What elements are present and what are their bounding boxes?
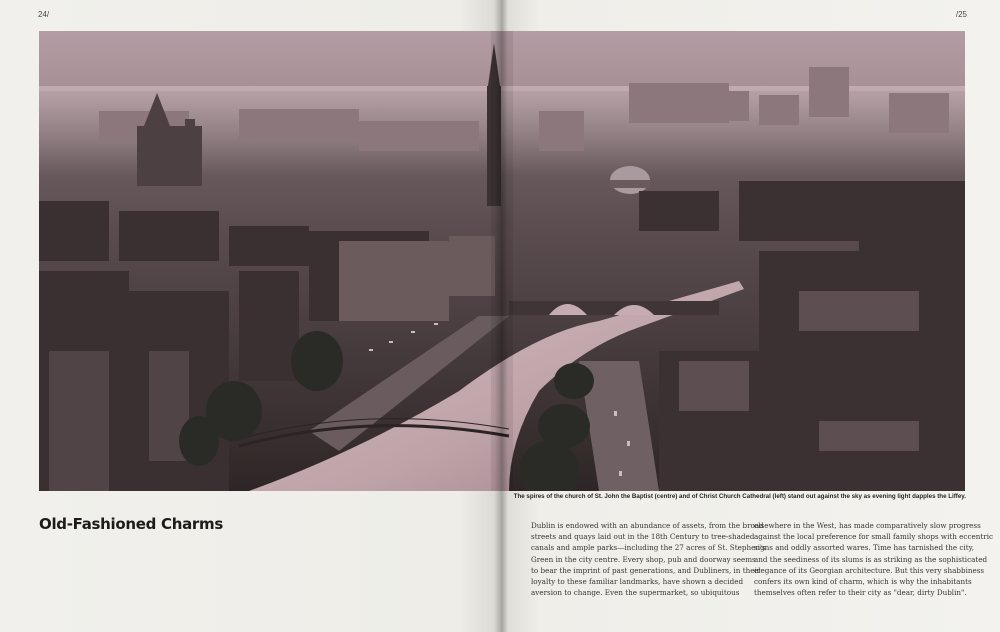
body-line: loyalty to these familiar landmarks, have shown a decided xyxy=(531,577,744,587)
body-line: streets and quays laid out in the 18th Century to tree-shaded xyxy=(531,532,755,542)
stone-bridge xyxy=(509,301,719,315)
photo-caption: The spires of the church of St. John the Baptist (centre) and of Christ Church Cathedral (left) stand out against the sky as evening light dapples the Liffey. xyxy=(513,493,966,500)
body-line: confers its own kind of charm, which is why the inhabitants xyxy=(754,577,972,587)
body-line: Dublin is endowed with an abundance of assets, from the broad xyxy=(531,521,764,530)
body-line: Green in the city centre. Every shop, pub and doorway seems xyxy=(531,554,756,564)
page-number-left: 24/ xyxy=(38,10,50,19)
body-text-column-2 xyxy=(754,520,994,598)
page-number-right: /25 xyxy=(955,10,967,19)
body-line: canals and ample parks—including the 27 acres of St. Stephen's xyxy=(531,543,766,553)
body-line: elsewhere in the West, has made comparatively slow progress xyxy=(754,521,981,530)
body-line: aversion to change. Even the supermarket, so ubiquitous xyxy=(531,588,740,598)
body-line: elegance of its Georgian architecture. But this very shabbiness xyxy=(754,565,985,575)
body-line: against the local preference for small family shops with eccentric xyxy=(754,532,994,542)
body-line: to bear the imprint of past generations, and Dubliners, in their xyxy=(531,565,761,575)
article-heading: Old-Fashioned Charms xyxy=(39,515,223,533)
body-line: themselves often refer to their city as "dear, dirty Dublin". xyxy=(754,588,967,598)
body-line: and the seediness of its slums is as striking as the sophisticated xyxy=(754,554,988,564)
body-text-column-1 xyxy=(531,520,766,598)
body-line: signs and oddly assorted wares. Time has tarnished the city, xyxy=(754,543,974,553)
book-gutter xyxy=(494,0,508,632)
